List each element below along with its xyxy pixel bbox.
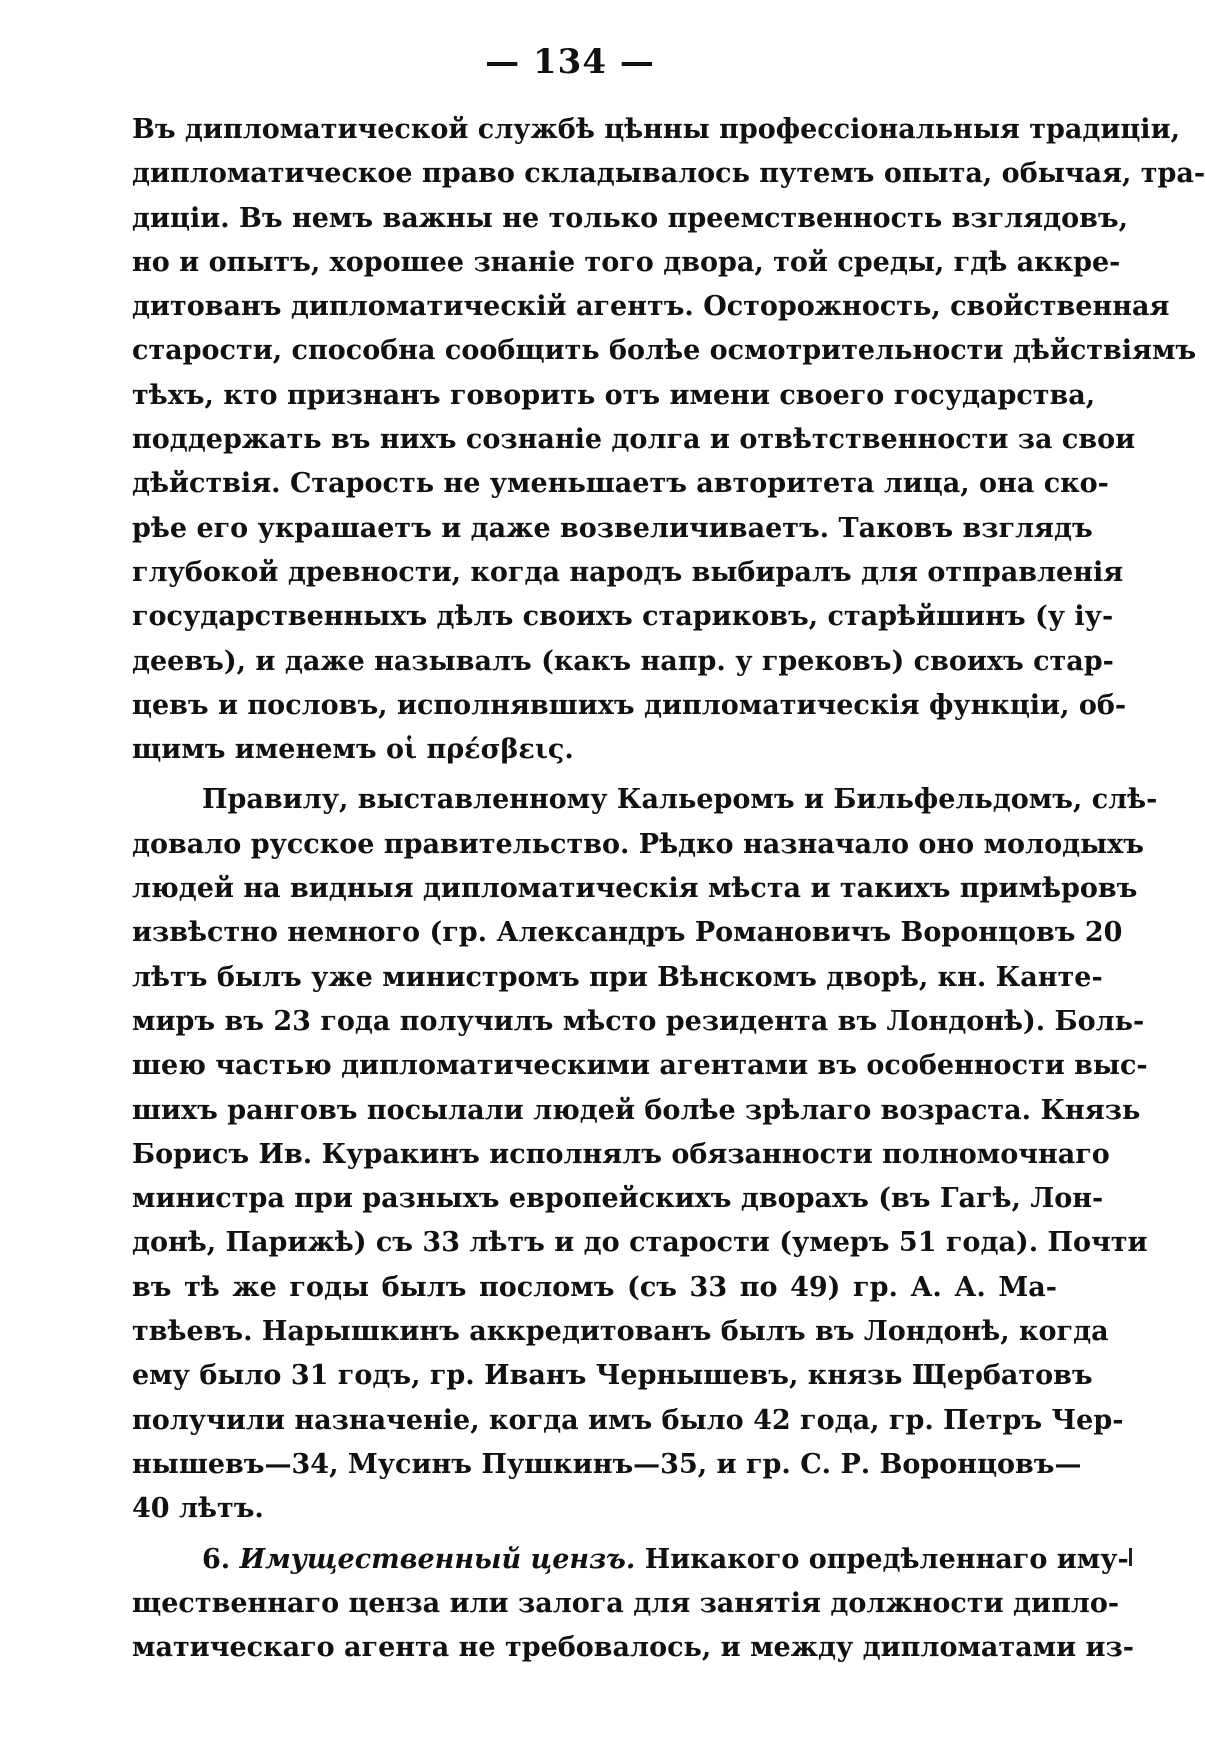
text-line: деевъ), и даже называлъ (какъ напр. у грековъ) своихъ стар-: [132, 645, 1114, 677]
text-line: дипломатическое право складывалось путемъ опыта, обычая, тра-: [132, 158, 1205, 190]
text-line: государственныхъ дѣлъ своихъ стариковъ, старѣйшинъ (у іу-: [132, 601, 1114, 633]
text-line: Въ дипломатической службѣ цѣнны профессіональныя традиціи,: [132, 114, 1180, 145]
text-line: довало русское правительство. Рѣдко назначало оно молодыхъ: [132, 828, 1144, 860]
text-line: людей на видныя дипломатическія мѣста и такихъ примѣровъ: [132, 873, 1138, 905]
text-line: цевъ и пословъ, исполнявшихъ дипломатическія функціи, об-: [132, 689, 1127, 721]
text-line: Правилу, выставленному Кальеромъ и Бильфельдомъ, слѣ-: [202, 784, 1158, 816]
text-line: шею частью дипломатическими агентами въ особенности выс-: [132, 1050, 1148, 1082]
text-line: донѣ, Парижѣ) съ 33 лѣтъ и до старости (умеръ 51 года). Почти: [132, 1227, 1148, 1259]
text-line: дитованъ дипломатическій агентъ. Осторожность, свойственная: [132, 291, 1170, 323]
text-line: въ тѣ же годы былъ посломъ (съ 33 по 49) гр. А. А. Ма-: [132, 1271, 1057, 1303]
text-line: лѣтъ былъ уже министромъ при Вѣнскомъ дворѣ, кн. Канте-: [132, 961, 1103, 993]
text-line: диціи. Въ немъ важны не только преемственность взглядовъ,: [132, 202, 1128, 234]
text-line: старости, способна сообщить болѣе осмотрительности дѣйствіямъ: [132, 335, 1197, 367]
section-heading-line: [132, 1538, 1129, 1582]
section-first-line-text: Никакого опредѣленнаго иму-: [644, 1543, 1129, 1575]
text-line: поддержать въ нихъ сознаніе долга и отвѣтственности за свои: [132, 424, 1136, 456]
text-line: рѣе его украшаетъ и даже возвеличиваетъ. Таковъ взглядъ: [132, 512, 1093, 544]
text-line: дѣйствія. Старость не уменьшаетъ авторитета лица, она ско-: [132, 468, 1109, 500]
text-line: миръ въ 23 года получилъ мѣсто резидента въ Лондонѣ). Боль-: [132, 1005, 1145, 1037]
text-line: министра при разныхъ европейскихъ дворахъ (въ Гагѣ, Лон-: [132, 1183, 1104, 1215]
text-line: ему было 31 годъ, гр. Иванъ Чернышевъ, князь Щербатовъ: [132, 1360, 1093, 1392]
paragraph-1: [132, 108, 1205, 772]
text-line: Борисъ Ив. Куракинъ исполнялъ обязанности полномочнаго: [132, 1138, 1110, 1170]
text-line: извѣстно немного (гр. Александръ Романовичъ Воронцовъ 20: [132, 917, 1123, 949]
text-line: твѣевъ. Нарышкинъ аккредитованъ былъ въ Лондонѣ, когда: [132, 1316, 1109, 1348]
text-line: нышевъ—34, Мусинъ Пушкинъ—35, и гр. С. Р. Воронцовъ—: [132, 1448, 1082, 1480]
body-text: [132, 108, 1205, 1670]
text-line: 40 лѣтъ.: [132, 1493, 264, 1525]
text-line: матическаго агента не требовалось, и между дипломатами из-: [132, 1632, 1134, 1664]
text-line: тѣхъ, кто признанъ говорить отъ имени своего государства,: [132, 379, 1096, 411]
text-line: щественнаго ценза или залога для занятія должности дипло-: [132, 1587, 1120, 1619]
section-6: [132, 1538, 1134, 1671]
paragraph-2: [132, 778, 1158, 1531]
text-line: получили назначеніе, когда имъ было 42 года, гр. Петръ Чер-: [132, 1404, 1124, 1436]
section-number: 6.: [202, 1543, 231, 1575]
page-number: — 134 —: [485, 42, 655, 82]
scan-edge-mark: [1129, 1548, 1132, 1566]
text-line: глубокой древности, когда народъ выбиралъ для отправленія: [132, 556, 1124, 588]
section-heading: Имущественный цензъ.: [239, 1543, 636, 1575]
text-line: щимъ именемъ οἱ πρέσβεις.: [132, 734, 574, 766]
text-line: но и опытъ, хорошее знаніе того двора, той среды, гдѣ аккре-: [132, 246, 1121, 278]
text-line: шихъ ранговъ посылали людей болѣе зрѣлаго возраста. Князь: [132, 1094, 1141, 1126]
